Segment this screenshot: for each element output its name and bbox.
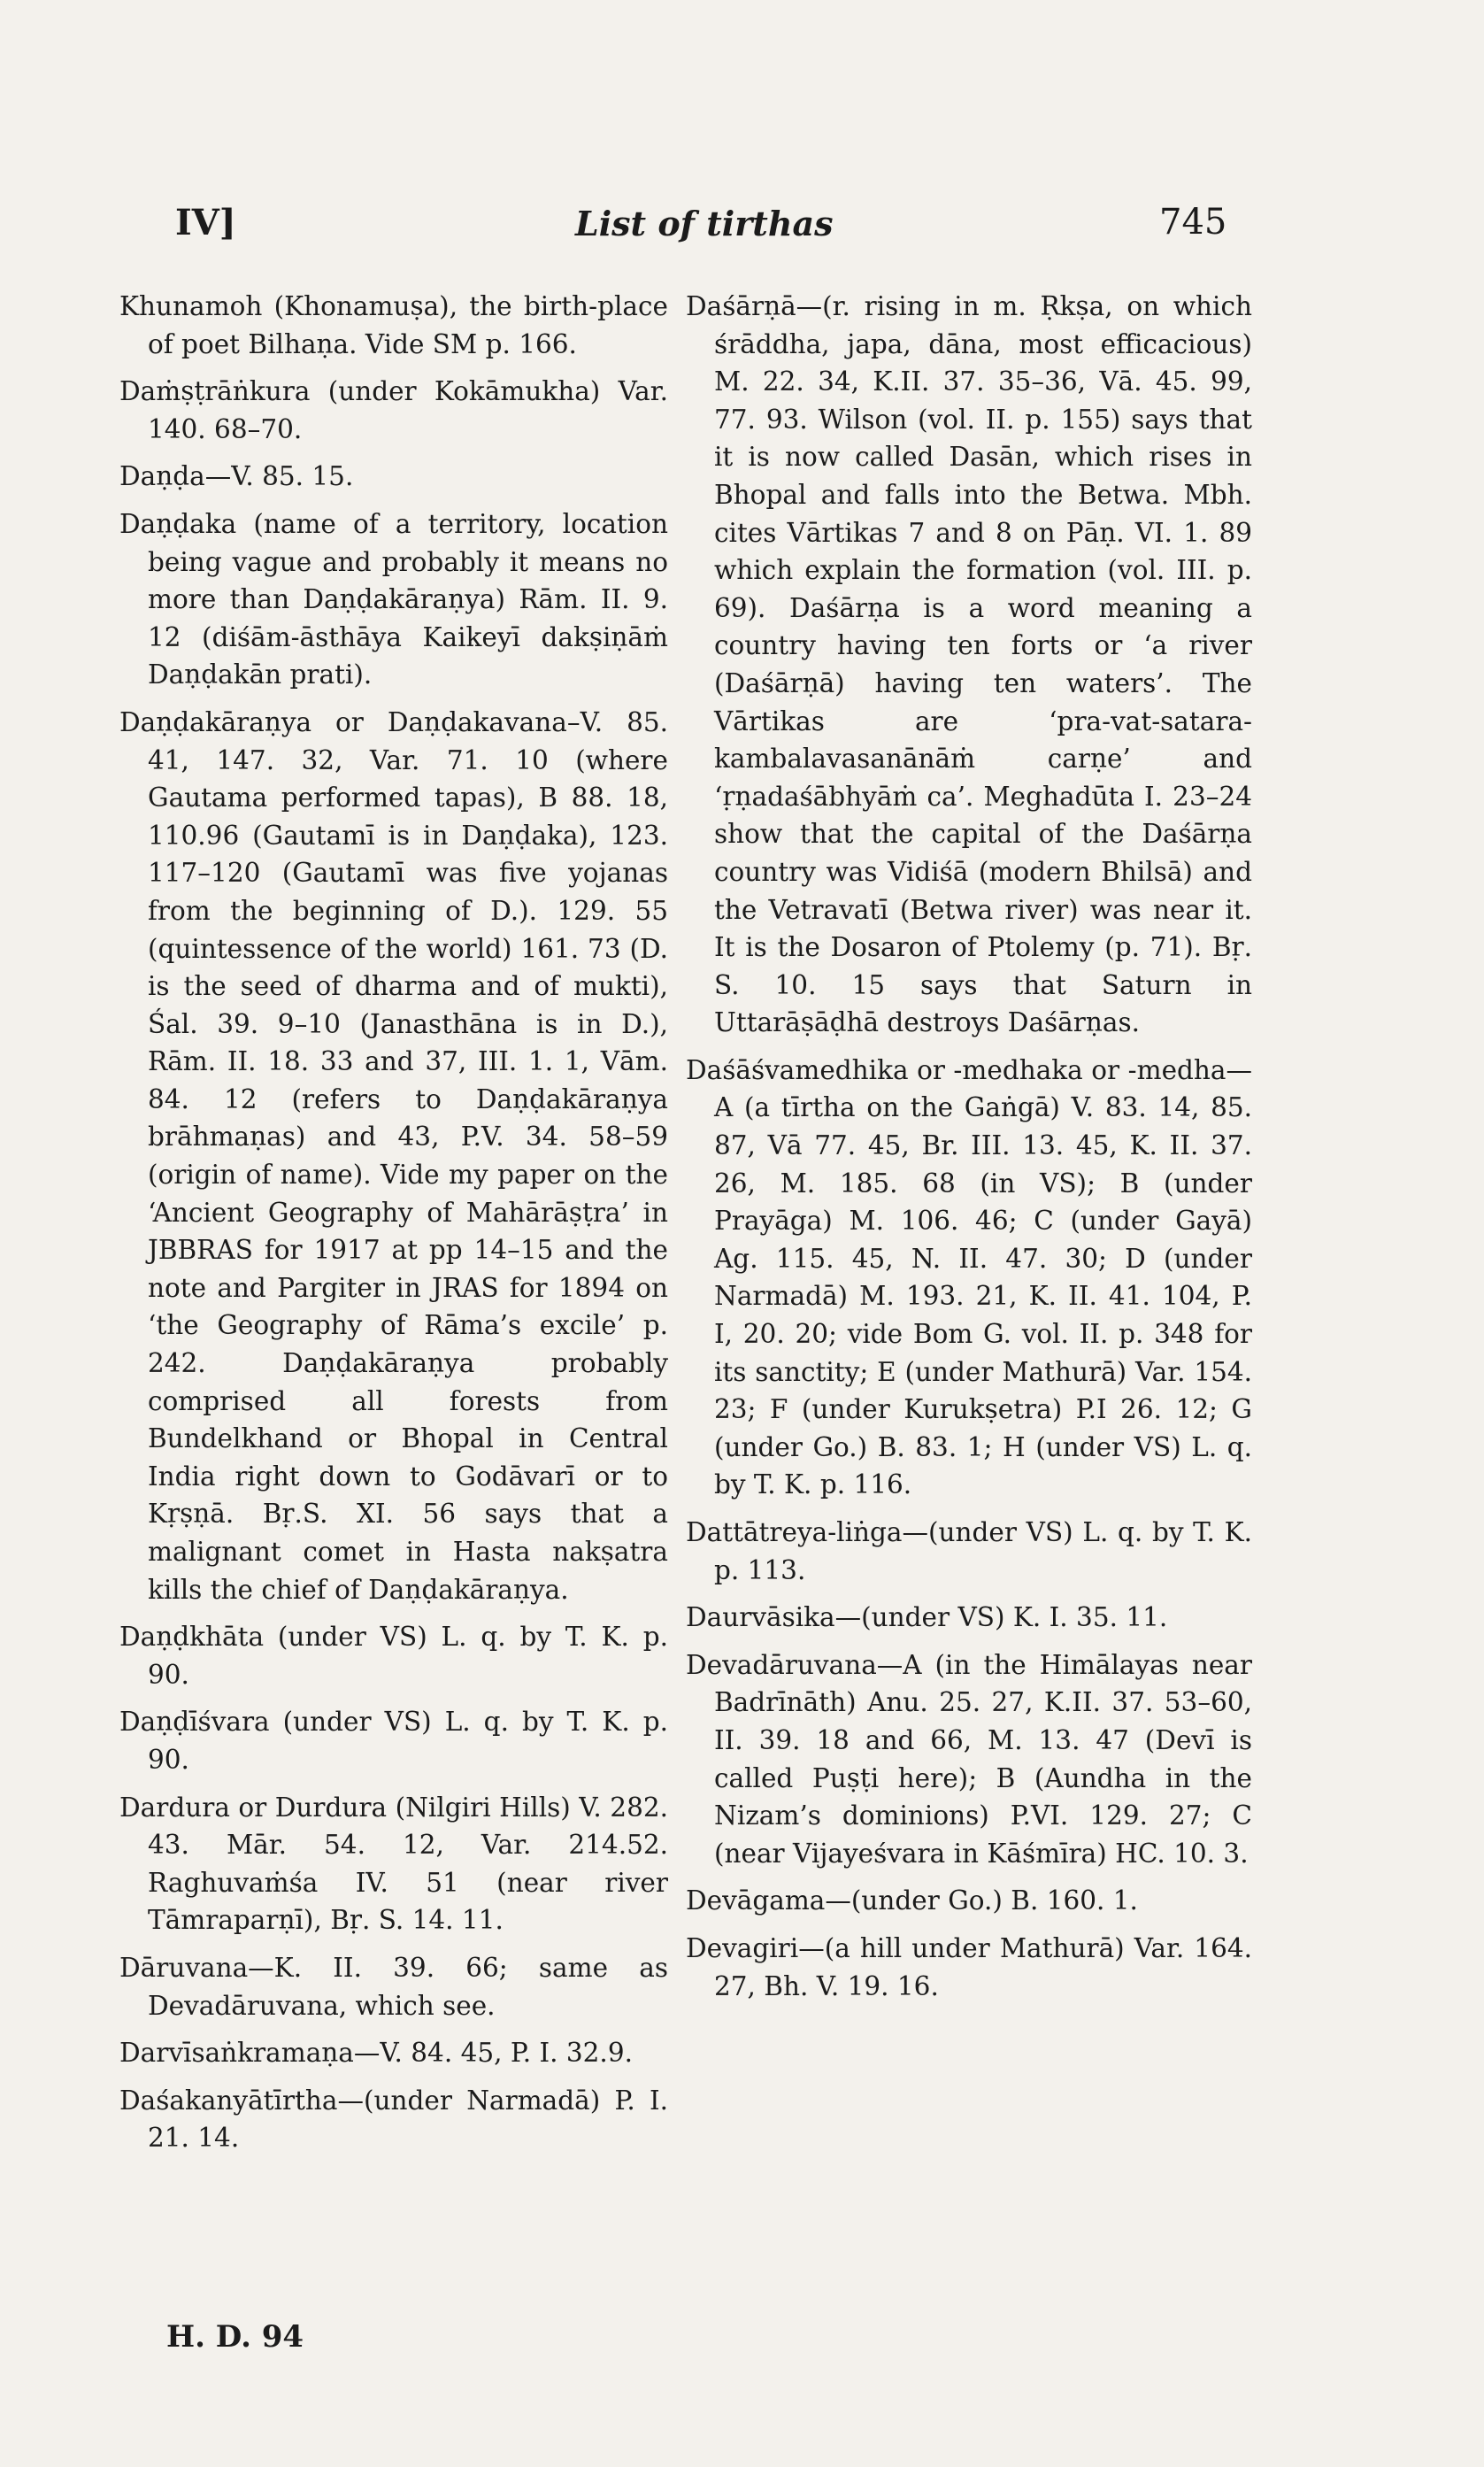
- printer-signature: H. D. 94: [166, 2319, 304, 2355]
- entry-devadaruvana: Devadāruvana—A (in the Himālayas near Badrīnāth) Anu. 25. 27, K.II. 37. 53–60, II. 39. 18 and 66, M. 13. 47 (Devī is called Puṣṭi here); B (Aundha in the Nizam’s dominions) P.VI. 129. 27; C (near Vijayeśvara in Kāśmīra) HC. 10. 3.: [686, 1649, 1252, 1869]
- entry-dasarna: Daśārṇā—(r. rising in m. Ṛkṣa, on which śrāddha, japa, dāna, most efficacious) M. 22. 34, K.II. 37. 35–36, Vā. 45. 99, 77. 93. Wilson (vol. II. p. 155) says that it is now called Dasān, which rises in Bhopal and falls into the Betwa. Mbh. cites Vārtikas 7 and 8 on Pāṇ. VI. 1. 89 which explain the formation (vol. III. p. 69). Daśārṇa is a word meaning a country having ten forts or ‘a river (Daśārṇā) having ten waters’. The Vārtikas are ‘pra-vat-satara-kambalavasanānāṁ carṇe’ and ‘ṛṇadaśābhyāṁ ca’. Meghadūta I. 23–24 show that the capital of the Daśārṇa country was Vidiśā (modern Bhilsā) and the Vetravatī (Betwa river) was near it. It is the Dosaron of Ptolemy (p. 71). Bṛ. S. 10. 15 says that Saturn in Uttarāṣāḍhā destroys Daśārṇas.: [686, 291, 1252, 1038]
- right-column: [686, 288, 1252, 2015]
- entry-darvisankramana: Darvīsaṅkramaṇa—V. 84. 45, P. I. 32.9.: [119, 2038, 633, 2069]
- running-head-title: List of tirthas: [575, 204, 834, 243]
- page-number: 745: [1159, 202, 1227, 243]
- entry-damstrankura: Daṁṣṭrāṅkura (under Kokāmukha) Var. 140. 68–70.: [119, 376, 668, 444]
- entry-dandaka: Daṇḍaka (name of a territory, location being vague and probably it means no more than Daṇḍakāraṇya) Rām. II. 9. 12 (diśām-āsthāya Kaikeyī dakṣiṇāṁ Daṇḍakān prati).: [119, 508, 668, 690]
- entry-devagama: Devāgama—(under Go.) B. 160. 1.: [686, 1885, 1138, 1916]
- entry-khunamoh: Khunamoh (Khonamuṣa), the birth-place of poet Bilhaṇa. Vide SM p. 166.: [119, 291, 668, 359]
- entry-danda: Daṇḍa—V. 85. 15.: [119, 461, 354, 492]
- left-column: [119, 288, 668, 2167]
- entry-dattatreya-linga: Dattātreya-liṅga—(under VS) L. q. by T. K. p. 113.: [686, 1517, 1252, 1585]
- entry-dandkhata: Daṇḍkhāta (under VS) L. q. by T. K. p. 90.: [119, 1622, 668, 1690]
- entry-daruvana: Dāruvana—K. II. 39. 66; same as Devadāruvana, which see.: [119, 1952, 668, 2021]
- entry-dandakaranya: Daṇḍakāraṇya or Daṇḍakavana–V. 85. 41, 147. 32, Var. 71. 10 (where Gautama performed tapas), B 88. 18, 110.96 (Gautamī is in Daṇḍaka), 123. 117–120 (Gautamī was five yojanas from the beginning of D.). 129. 55 (quintessence of the world) 161. 73 (D. is the seed of dharma and of mukti), Śal. 39. 9–10 (Janasthāna is in D.), Rām. II. 18. 33 and 37, III. 1. 1, Vām. 84. 12 (refers to Daṇḍakāraṇya brāhmaṇas) and 43, P.V. 34. 58–59 (origin of name). Vide my paper on the ‘Ancient Geography of Mahārāṣṭra’ in JBBRAS for 1917 at pp 14–15 and the note and Pargiter in JRAS for 1894 on ‘the Geography of Rāma’s excile’ p. 242. Daṇḍakāraṇya probably comprised all forests from Bundelkhand or Bhopal in Central India right down to Godāvarī or to Kṛṣṇā. Bṛ.S. XI. 56 says that a malignant comet in Hasta nakṣatra kills the chief of Daṇḍakāraṇya.: [119, 706, 668, 1605]
- entry-dandisvara: Daṇḍīśvara (under VS) L. q. by T. K. p. 90.: [119, 1707, 668, 1775]
- entry-devagiri: Devagiri—(a hill under Mathurā) Var. 164. 27, Bh. V. 19. 16.: [686, 1932, 1252, 2001]
- running-head-section: IV]: [175, 202, 236, 243]
- entry-daurvasika: Daurvāsika—(under VS) K. I. 35. 11.: [686, 1602, 1168, 1633]
- entry-dasakanyatirtha: Daśakanyātīrtha—(under Narmadā) P. I. 21. 14.: [119, 2085, 668, 2154]
- entry-dardura: Dardura or Durdura (Nilgiri Hills) V. 282. 43. Mār. 54. 12, Var. 214.52. Raghuvaṁśa IV. 51 (near river Tāmraparṇī), Bṛ. S. 14. 11.: [119, 1792, 668, 1936]
- entry-dasasvamedhika: Daśāśvamedhika or -medhaka or -medha—A (a tīrtha on the Gaṅgā) V. 83. 14, 85. 87, Vā 77. 45, Br. III. 13. 45, K. II. 37. 26, M. 185. 68 (in VS); B (under Prayāga) M. 106. 46; C (under Gayā) Ag. 115. 45, N. II. 47. 30; D (under Narmadā) M. 193. 21, K. II. 41. 104, P. I, 20. 20; vide Bom G. vol. II. p. 348 for its sanctity; E (under Mathurā) Var. 154. 23; F (under Kurukṣetra) P.I 26. 12; G (under Go.) B. 83. 1; H (under VS) L. q. by T. K. p. 116.: [686, 1054, 1252, 1500]
